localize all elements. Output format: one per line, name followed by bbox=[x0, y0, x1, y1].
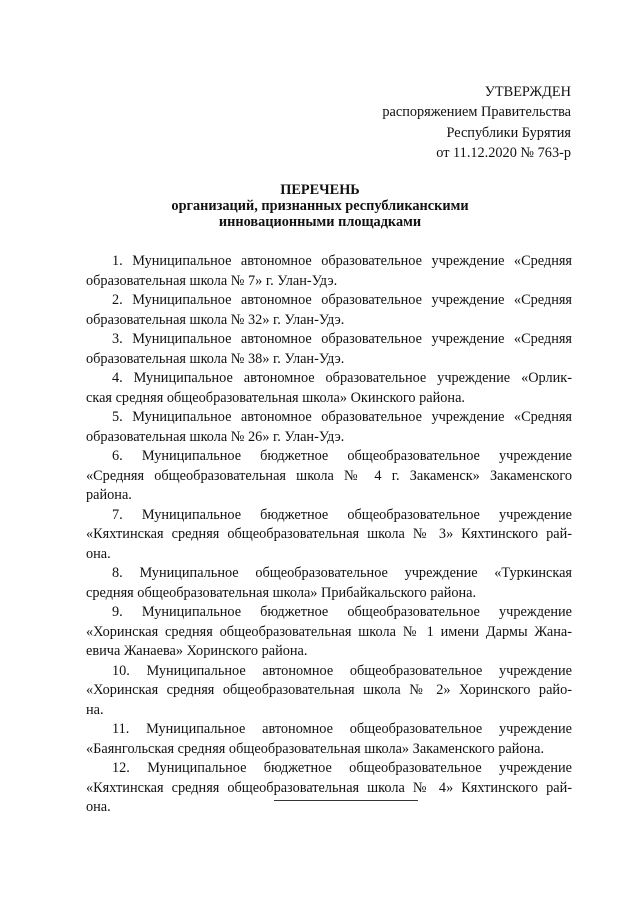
list-item bbox=[86, 408, 572, 447]
list-item-line: 12. Муниципальное бюджетное общеобразовательное учреждение bbox=[112, 760, 572, 776]
list-item-line: «Кяхтинская средняя общеобразовательная школа № 3» Кяхтинского рай- bbox=[86, 526, 572, 542]
list-item-line: 10. Муниципальное автономное общеобразовательное учреждение bbox=[112, 662, 572, 679]
list-item-line: «Средняя общеобразовательная школа № 4 г. Закаменск» Закаменского bbox=[86, 467, 572, 484]
approval-region: Республики Бурятия bbox=[446, 124, 571, 141]
list-item bbox=[86, 291, 572, 330]
title-heading: ПЕРЕЧЕНЬ bbox=[280, 182, 360, 198]
list-item-line: «Хоринская средняя общеобразовательная школа № 1 имени Дармы Жана- bbox=[86, 623, 572, 640]
title-subtitle-line: инновационными площадками bbox=[218, 214, 422, 230]
list-item-line: 11. Муниципальное автономное общеобразовательное учреждение bbox=[112, 721, 572, 737]
list-item-line: 2. Муниципальное автономное образовательное учреждение «Средняя bbox=[112, 292, 572, 308]
list-item-line: «Кяхтинская средняя общеобразовательная школа № 4» Кяхтинского рай- bbox=[86, 779, 572, 796]
list-item bbox=[86, 564, 572, 603]
list-item bbox=[86, 662, 572, 721]
list-item bbox=[86, 252, 572, 291]
list-item-line: 6. Муниципальное бюджетное общеобразовательное учреждение bbox=[112, 448, 572, 464]
list-item-line: она. bbox=[86, 545, 111, 562]
list-item-line: «Баянгольская средняя общеобразовательная школа» Закаменского района. bbox=[86, 740, 545, 757]
list-item-line: образовательная школа № 38» г. Улан-Удэ. bbox=[86, 350, 345, 367]
list-item-line: образовательная школа № 32» г. Улан-Удэ. bbox=[86, 311, 345, 328]
list-item-line: 3. Муниципальное автономное образовательное учреждение «Средняя bbox=[112, 331, 572, 347]
list-item-line: 9. Муниципальное бюджетное общеобразовательное учреждение bbox=[112, 604, 572, 620]
list-item-line: образовательная школа № 26» г. Улан-Удэ. bbox=[86, 428, 345, 445]
list-item-line: 8. Муниципальное общеобразовательное учреждение «Туркинская bbox=[112, 565, 572, 581]
closing-rule bbox=[274, 800, 418, 801]
approval-date-number: от 11.12.2020 № 763-р bbox=[436, 144, 571, 161]
list-item-line: 1. Муниципальное автономное образовательное учреждение «Средняя bbox=[112, 253, 572, 269]
list-item bbox=[86, 720, 572, 759]
organization-list bbox=[86, 252, 572, 818]
list-item-line: 4. Муниципальное автономное образовательное учреждение «Орлик- bbox=[112, 370, 572, 386]
list-item-line: «Хоринская средняя общеобразовательная школа № 2» Хоринского райо- bbox=[86, 682, 572, 698]
approval-status: УТВЕРЖДЕН bbox=[484, 84, 571, 100]
list-item bbox=[86, 603, 572, 662]
list-item bbox=[86, 447, 572, 506]
list-item bbox=[86, 369, 572, 408]
list-item-line: евича Жанаева» Хоринского района. bbox=[86, 643, 308, 659]
list-item-line: она. bbox=[86, 799, 111, 815]
list-item bbox=[86, 506, 572, 565]
list-item-line: 5. Муниципальное автономное образовательное учреждение «Средняя bbox=[112, 409, 572, 425]
approval-authority: распоряжением Правительства bbox=[382, 104, 571, 121]
approval-block bbox=[382, 82, 571, 163]
title-subtitle-line: организаций, признанных республиканскими bbox=[171, 198, 469, 214]
list-item bbox=[86, 330, 572, 369]
document-title bbox=[0, 182, 640, 230]
list-item-line: образовательная школа № 7» г. Улан-Удэ. bbox=[86, 272, 338, 289]
list-item-line: района. bbox=[86, 487, 132, 503]
list-item bbox=[86, 759, 572, 818]
list-item-line: ская средняя общеобразовательная школа» Окинского района. bbox=[86, 389, 465, 406]
list-item-line: средняя общеобразовательная школа» Прибайкальского района. bbox=[86, 584, 477, 601]
list-item-line: на. bbox=[86, 701, 104, 718]
list-item-line: 7. Муниципальное бюджетное общеобразовательное учреждение bbox=[112, 506, 572, 523]
